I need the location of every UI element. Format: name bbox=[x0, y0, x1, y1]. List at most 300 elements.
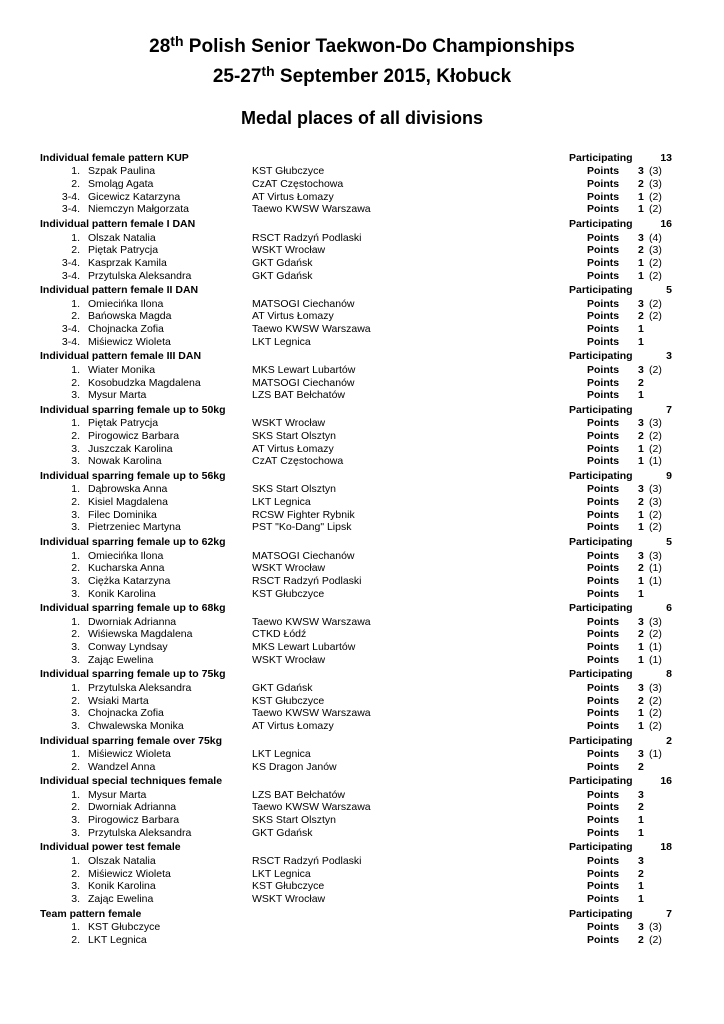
points-label: Points bbox=[587, 165, 620, 178]
points-extra: (1) bbox=[649, 574, 662, 587]
points-label: Points bbox=[587, 892, 620, 905]
points-label: Points bbox=[587, 297, 620, 310]
place: 2. bbox=[71, 933, 80, 946]
points-extra: (2) bbox=[649, 256, 662, 269]
medal-row bbox=[0, 496, 724, 509]
club-name: WSKT Wrocław bbox=[252, 653, 326, 666]
competitor-name: Kosobudzka Magdalena bbox=[88, 376, 201, 389]
club-name: LKT Legnica bbox=[252, 496, 311, 509]
division-name: Individual pattern female I DAN bbox=[40, 218, 196, 231]
points-label: Points bbox=[587, 244, 620, 257]
points-label: Points bbox=[587, 694, 620, 707]
participating-count: 8 bbox=[666, 668, 672, 681]
title-number: 28 bbox=[149, 36, 171, 57]
club-name: LZS BAT Bełchatów bbox=[252, 788, 345, 801]
points-extra: (2) bbox=[649, 694, 662, 707]
place: 2. bbox=[71, 310, 80, 323]
division-section bbox=[0, 152, 724, 216]
club-name: WSKT Wrocław bbox=[252, 562, 326, 575]
club-name: GKT Gdańsk bbox=[252, 269, 313, 282]
club-name: WSKT Wrocław bbox=[252, 244, 326, 257]
division-header bbox=[0, 775, 724, 788]
medal-row bbox=[0, 178, 724, 191]
competitor-name: Juszczak Karolina bbox=[88, 442, 173, 455]
place: 2. bbox=[71, 628, 80, 641]
medal-row bbox=[0, 827, 724, 840]
medal-row bbox=[0, 761, 724, 774]
points-label: Points bbox=[587, 628, 620, 641]
club-name: LZS BAT Bełchatów bbox=[252, 389, 345, 402]
club-name: GKT Gdańsk bbox=[252, 681, 313, 694]
club-name: WSKT Wrocław bbox=[252, 892, 326, 905]
club-name: MATSOGI Ciechanów bbox=[252, 549, 355, 562]
competitor-name: Dworniak Adrianna bbox=[88, 801, 177, 814]
points-value: 2 bbox=[638, 376, 644, 389]
competitor-name: Zając Ewelina bbox=[88, 892, 154, 905]
points-label: Points bbox=[587, 814, 620, 827]
points-value: 3 bbox=[638, 417, 644, 430]
club-name: LKT Legnica bbox=[252, 867, 311, 880]
division-section bbox=[0, 668, 724, 732]
place: 3. bbox=[71, 442, 80, 455]
points-label: Points bbox=[587, 417, 620, 430]
place: 3. bbox=[71, 880, 80, 893]
competitor-name: Piętak Patrycja bbox=[88, 417, 159, 430]
points-value: 3 bbox=[638, 549, 644, 562]
event-dates bbox=[0, 63, 724, 88]
place: 3. bbox=[71, 826, 80, 839]
competitor-name: Pietrzeniec Martyna bbox=[88, 521, 181, 534]
division-header bbox=[0, 284, 724, 297]
points-label: Points bbox=[587, 615, 620, 628]
points-label: Points bbox=[587, 549, 620, 562]
division-name: Individual pattern female III DAN bbox=[40, 350, 202, 363]
title-ordinal: th bbox=[170, 33, 184, 49]
points-value: 3 bbox=[638, 854, 644, 867]
points-label: Points bbox=[587, 508, 620, 521]
place: 2. bbox=[71, 178, 80, 191]
points-label: Points bbox=[587, 376, 620, 389]
points-value: 1 bbox=[638, 826, 644, 839]
club-name: Taewo KWSW Warszawa bbox=[252, 707, 371, 720]
points-value: 1 bbox=[638, 203, 644, 216]
competitor-name: Conway Lyndsay bbox=[88, 641, 168, 654]
club-name: KST Głubczyce bbox=[252, 694, 325, 707]
points-value: 2 bbox=[638, 694, 644, 707]
points-extra: (2) bbox=[649, 628, 662, 641]
competitor-name: Filec Dominika bbox=[88, 508, 157, 521]
points-value: 1 bbox=[638, 335, 644, 348]
division-section bbox=[0, 284, 724, 348]
participating-count: 5 bbox=[666, 284, 672, 297]
points-value: 2 bbox=[638, 244, 644, 257]
competitor-name: Miśiewicz Wioleta bbox=[88, 867, 171, 880]
points-label: Points bbox=[587, 747, 620, 760]
points-label: Points bbox=[587, 455, 620, 468]
points-value: 1 bbox=[638, 653, 644, 666]
medal-row bbox=[0, 310, 724, 323]
points-value: 1 bbox=[638, 880, 644, 893]
competitor-name: Omiecińka Ilona bbox=[88, 549, 164, 562]
points-label: Points bbox=[587, 707, 620, 720]
club-name: LKT Legnica bbox=[252, 747, 311, 760]
title-text: Polish Senior Taekwon-Do Championships bbox=[183, 36, 575, 57]
medal-row bbox=[0, 521, 724, 534]
medal-row bbox=[0, 203, 724, 216]
points-label: Points bbox=[587, 933, 620, 946]
medal-row bbox=[0, 616, 724, 629]
division-name: Individual sparring female up to 50kg bbox=[40, 403, 226, 416]
points-label: Points bbox=[587, 587, 620, 600]
division-name: Individual sparring female up to 62kg bbox=[40, 536, 226, 549]
place: 1. bbox=[71, 483, 80, 496]
points-label: Points bbox=[587, 719, 620, 732]
club-name: KST Głubczyce bbox=[252, 587, 325, 600]
place: 1. bbox=[71, 165, 80, 178]
club-name: RCSW Fighter Rybnik bbox=[252, 508, 355, 521]
participating-count: 16 bbox=[660, 775, 672, 788]
points-label: Points bbox=[587, 641, 620, 654]
points-extra: (2) bbox=[649, 310, 662, 323]
points-value: 1 bbox=[638, 814, 644, 827]
points-label: Points bbox=[587, 231, 620, 244]
points-extra: (3) bbox=[649, 178, 662, 191]
points-value: 3 bbox=[638, 231, 644, 244]
points-label: Points bbox=[587, 760, 620, 773]
points-value: 2 bbox=[638, 867, 644, 880]
points-value: 3 bbox=[638, 681, 644, 694]
page-subtitle: Medal places of all divisions bbox=[240, 108, 484, 128]
points-extra: (3) bbox=[649, 615, 662, 628]
points-extra: (2) bbox=[649, 933, 662, 946]
points-value: 1 bbox=[638, 455, 644, 468]
points-label: Points bbox=[587, 562, 620, 575]
points-extra: (1) bbox=[649, 455, 662, 468]
competitor-name: Chojnacka Zofia bbox=[88, 323, 164, 336]
competitor-name: Olszak Natalia bbox=[88, 231, 156, 244]
points-value: 3 bbox=[638, 363, 644, 376]
participating-label: Participating bbox=[569, 218, 633, 231]
club-name: Taewo KWSW Warszawa bbox=[252, 615, 371, 628]
division-name: Team pattern female bbox=[40, 907, 142, 920]
division-header bbox=[0, 152, 724, 165]
medal-row bbox=[0, 430, 724, 443]
competitor-name: Szpak Paulina bbox=[88, 165, 156, 178]
medal-row bbox=[0, 257, 724, 270]
medal-row bbox=[0, 801, 724, 814]
club-name: PST "Ko-Dang" Lipsk bbox=[252, 521, 352, 534]
medal-row bbox=[0, 588, 724, 601]
points-extra: (2) bbox=[649, 203, 662, 216]
competitor-name: Dąbrowska Anna bbox=[88, 483, 168, 496]
division-list bbox=[0, 150, 724, 946]
medal-row bbox=[0, 789, 724, 802]
division-name: Individual sparring female over 75kg bbox=[40, 734, 223, 747]
club-name: AT Virtus Łomazy bbox=[252, 442, 334, 455]
place: 3. bbox=[71, 814, 80, 827]
club-name: RSCT Radzyń Podlaski bbox=[252, 574, 362, 587]
place: 2. bbox=[71, 376, 80, 389]
competitor-name: Smoląg Agata bbox=[88, 178, 154, 191]
points-label: Points bbox=[587, 801, 620, 814]
place: 3-4. bbox=[61, 203, 80, 216]
division-name: Individual sparring female up to 75kg bbox=[40, 668, 226, 681]
place: 3. bbox=[71, 719, 80, 732]
points-value: 2 bbox=[638, 429, 644, 442]
club-name: AT Virtus Łomazy bbox=[252, 310, 334, 323]
points-value: 1 bbox=[638, 256, 644, 269]
medal-row bbox=[0, 720, 724, 733]
competitor-name: Bańowska Magda bbox=[88, 310, 172, 323]
place: 2. bbox=[71, 429, 80, 442]
division-section bbox=[0, 841, 724, 905]
medal-row bbox=[0, 641, 724, 654]
points-label: Points bbox=[587, 269, 620, 282]
points-value: 1 bbox=[638, 707, 644, 720]
medal-row bbox=[0, 880, 724, 893]
competitor-name: Mysur Marta bbox=[88, 788, 147, 801]
club-name: RSCT Radzyń Podlaski bbox=[252, 231, 362, 244]
medal-row bbox=[0, 389, 724, 402]
points-label: Points bbox=[587, 496, 620, 509]
points-label: Points bbox=[587, 363, 620, 376]
competitor-name: Zając Ewelina bbox=[88, 653, 154, 666]
points-extra: (3) bbox=[649, 417, 662, 430]
place: 1. bbox=[71, 231, 80, 244]
medal-row bbox=[0, 483, 724, 496]
club-name: WSKT Wrocław bbox=[252, 417, 326, 430]
points-label: Points bbox=[587, 203, 620, 216]
participating-label: Participating bbox=[569, 907, 633, 920]
competitor-name: Wsiaki Marta bbox=[88, 694, 149, 707]
competitor-name: Miśiewicz Wioleta bbox=[88, 335, 171, 348]
competitor-name: Olszak Natalia bbox=[88, 854, 156, 867]
club-name: SKS Start Olsztyn bbox=[252, 814, 337, 827]
points-extra: (3) bbox=[649, 549, 662, 562]
place: 1. bbox=[71, 747, 80, 760]
points-value: 3 bbox=[638, 747, 644, 760]
points-label: Points bbox=[587, 854, 620, 867]
medal-row bbox=[0, 628, 724, 641]
medal-row bbox=[0, 562, 724, 575]
points-value: 2 bbox=[638, 496, 644, 509]
medal-row bbox=[0, 417, 724, 430]
medal-row bbox=[0, 270, 724, 283]
division-name: Individual power test female bbox=[40, 841, 181, 854]
division-header bbox=[0, 470, 724, 483]
medal-row bbox=[0, 868, 724, 881]
place: 3. bbox=[71, 574, 80, 587]
place: 3. bbox=[71, 389, 80, 402]
points-extra: (1) bbox=[649, 641, 662, 654]
medal-row bbox=[0, 921, 724, 934]
medal-row bbox=[0, 377, 724, 390]
points-extra: (4) bbox=[649, 231, 662, 244]
competitor-name: Miśiewicz Wioleta bbox=[88, 747, 171, 760]
division-header bbox=[0, 536, 724, 549]
participating-count: 2 bbox=[666, 734, 672, 747]
points-value: 2 bbox=[638, 562, 644, 575]
points-extra: (3) bbox=[649, 921, 662, 934]
place: 2. bbox=[71, 867, 80, 880]
competitor-name: Mysur Marta bbox=[88, 389, 147, 402]
division-section bbox=[0, 775, 724, 839]
place: 3-4. bbox=[61, 256, 80, 269]
points-value: 1 bbox=[638, 323, 644, 336]
participating-count: 13 bbox=[660, 152, 672, 164]
place: 3. bbox=[71, 653, 80, 666]
place: 3. bbox=[71, 508, 80, 521]
participating-count: 16 bbox=[660, 218, 672, 231]
competitor-name: Konik Karolina bbox=[88, 880, 156, 893]
points-label: Points bbox=[587, 788, 620, 801]
points-extra: (3) bbox=[649, 244, 662, 257]
place: 1. bbox=[71, 615, 80, 628]
place: 2. bbox=[71, 694, 80, 707]
competitor-name: Przytulska Aleksandra bbox=[88, 681, 192, 694]
division-name: Individual sparring female up to 68kg bbox=[40, 602, 226, 615]
division-header bbox=[0, 668, 724, 681]
points-value: 3 bbox=[638, 615, 644, 628]
points-extra: (2) bbox=[649, 269, 662, 282]
medal-row bbox=[0, 575, 724, 588]
competitor-name: Wiśiewska Magdalena bbox=[88, 628, 193, 641]
club-name: CzAT Częstochowa bbox=[252, 178, 344, 191]
points-value: 1 bbox=[638, 719, 644, 732]
place: 3-4. bbox=[61, 335, 80, 348]
division-header bbox=[0, 908, 724, 921]
medal-row bbox=[0, 654, 724, 667]
competitor-name: Chwalewska Monika bbox=[88, 719, 184, 732]
points-extra: (2) bbox=[649, 719, 662, 732]
points-value: 2 bbox=[638, 178, 644, 191]
medal-row bbox=[0, 232, 724, 245]
competitor-name: Przytulska Aleksandra bbox=[88, 826, 192, 839]
club-name: SKS Start Olsztyn bbox=[252, 429, 337, 442]
division-section bbox=[0, 218, 724, 282]
division-header bbox=[0, 404, 724, 417]
participating-count: 7 bbox=[666, 403, 672, 416]
place: 1. bbox=[71, 363, 80, 376]
place: 1. bbox=[71, 549, 80, 562]
participating-count: 18 bbox=[660, 841, 672, 854]
club-name: MKS Lewart Lubartów bbox=[252, 363, 356, 376]
points-value: 1 bbox=[638, 508, 644, 521]
points-value: 1 bbox=[638, 641, 644, 654]
place: 3. bbox=[71, 521, 80, 534]
points-value: 1 bbox=[638, 574, 644, 587]
club-name: Taewo KWSW Warszawa bbox=[252, 323, 371, 336]
points-label: Points bbox=[587, 921, 620, 934]
competitor-name: Chojnacka Zofia bbox=[88, 707, 164, 720]
club-name: SKS Start Olsztyn bbox=[252, 483, 337, 496]
points-extra: (2) bbox=[649, 508, 662, 521]
participating-label: Participating bbox=[569, 152, 633, 164]
medal-row bbox=[0, 814, 724, 827]
points-label: Points bbox=[587, 429, 620, 442]
points-value: 2 bbox=[638, 760, 644, 773]
medal-row bbox=[0, 855, 724, 868]
medal-row bbox=[0, 191, 724, 204]
points-value: 1 bbox=[638, 389, 644, 402]
club-name: AT Virtus Łomazy bbox=[252, 190, 334, 203]
points-extra: (2) bbox=[649, 707, 662, 720]
competitor-name: Konik Karolina bbox=[88, 587, 156, 600]
points-label: Points bbox=[587, 335, 620, 348]
participating-label: Participating bbox=[569, 284, 633, 297]
competitor-name: Kasprzak Kamila bbox=[88, 256, 167, 269]
competitor-name: Wandzel Anna bbox=[88, 760, 156, 773]
medal-row bbox=[0, 893, 724, 906]
club-name: GKT Gdańsk bbox=[252, 256, 313, 269]
division-header bbox=[0, 602, 724, 615]
points-extra: (1) bbox=[649, 747, 662, 760]
competitor-name: Wiater Monika bbox=[88, 363, 156, 376]
club-name: AT Virtus Łomazy bbox=[252, 719, 334, 732]
club-name: KST Głubczyce bbox=[252, 880, 325, 893]
place: 2. bbox=[71, 244, 80, 257]
points-label: Points bbox=[587, 681, 620, 694]
points-value: 1 bbox=[638, 442, 644, 455]
dates-text: September 2015, Kłobuck bbox=[274, 66, 512, 87]
points-value: 2 bbox=[638, 801, 644, 814]
points-label: Points bbox=[587, 826, 620, 839]
medal-row bbox=[0, 298, 724, 311]
points-value: 2 bbox=[638, 310, 644, 323]
place: 1. bbox=[71, 854, 80, 867]
club-name: RSCT Radzyń Podlaski bbox=[252, 854, 362, 867]
competitor-name: Pirogowicz Barbara bbox=[88, 429, 180, 442]
points-extra: (2) bbox=[649, 363, 662, 376]
participating-label: Participating bbox=[569, 470, 633, 483]
points-value: 3 bbox=[638, 165, 644, 178]
participating-label: Participating bbox=[569, 536, 633, 549]
points-label: Points bbox=[587, 880, 620, 893]
place: 3-4. bbox=[61, 323, 80, 336]
competitor-name: Omiecińka Ilona bbox=[88, 297, 164, 310]
points-extra: (3) bbox=[649, 681, 662, 694]
competitor-name: Nowak Karolina bbox=[88, 455, 162, 468]
points-extra: (2) bbox=[649, 429, 662, 442]
points-value: 1 bbox=[638, 269, 644, 282]
club-name: KS Dragon Janów bbox=[252, 760, 337, 773]
points-extra: (1) bbox=[649, 653, 662, 666]
competitor-name: Dworniak Adrianna bbox=[88, 615, 177, 628]
place: 3-4. bbox=[61, 269, 80, 282]
competitor-name: Gicewicz Katarzyna bbox=[88, 190, 181, 203]
division-name: Individual female pattern KUP bbox=[40, 152, 189, 164]
participating-count: 5 bbox=[666, 536, 672, 549]
place: 3-4. bbox=[61, 190, 80, 203]
place: 3. bbox=[71, 641, 80, 654]
medal-row bbox=[0, 748, 724, 761]
participating-label: Participating bbox=[569, 734, 633, 747]
points-extra: (2) bbox=[649, 190, 662, 203]
medal-row bbox=[0, 443, 724, 456]
place: 1. bbox=[71, 788, 80, 801]
points-label: Points bbox=[587, 442, 620, 455]
dates-ordinal: th bbox=[261, 63, 275, 79]
competitor-name: Przytulska Aleksandra bbox=[88, 269, 192, 282]
club-name: MKS Lewart Lubartów bbox=[252, 641, 356, 654]
division-section bbox=[0, 536, 724, 600]
club-name: GKT Gdańsk bbox=[252, 826, 313, 839]
place: 3. bbox=[71, 455, 80, 468]
medal-row bbox=[0, 509, 724, 522]
points-label: Points bbox=[587, 256, 620, 269]
points-label: Points bbox=[587, 310, 620, 323]
place: 1. bbox=[71, 417, 80, 430]
